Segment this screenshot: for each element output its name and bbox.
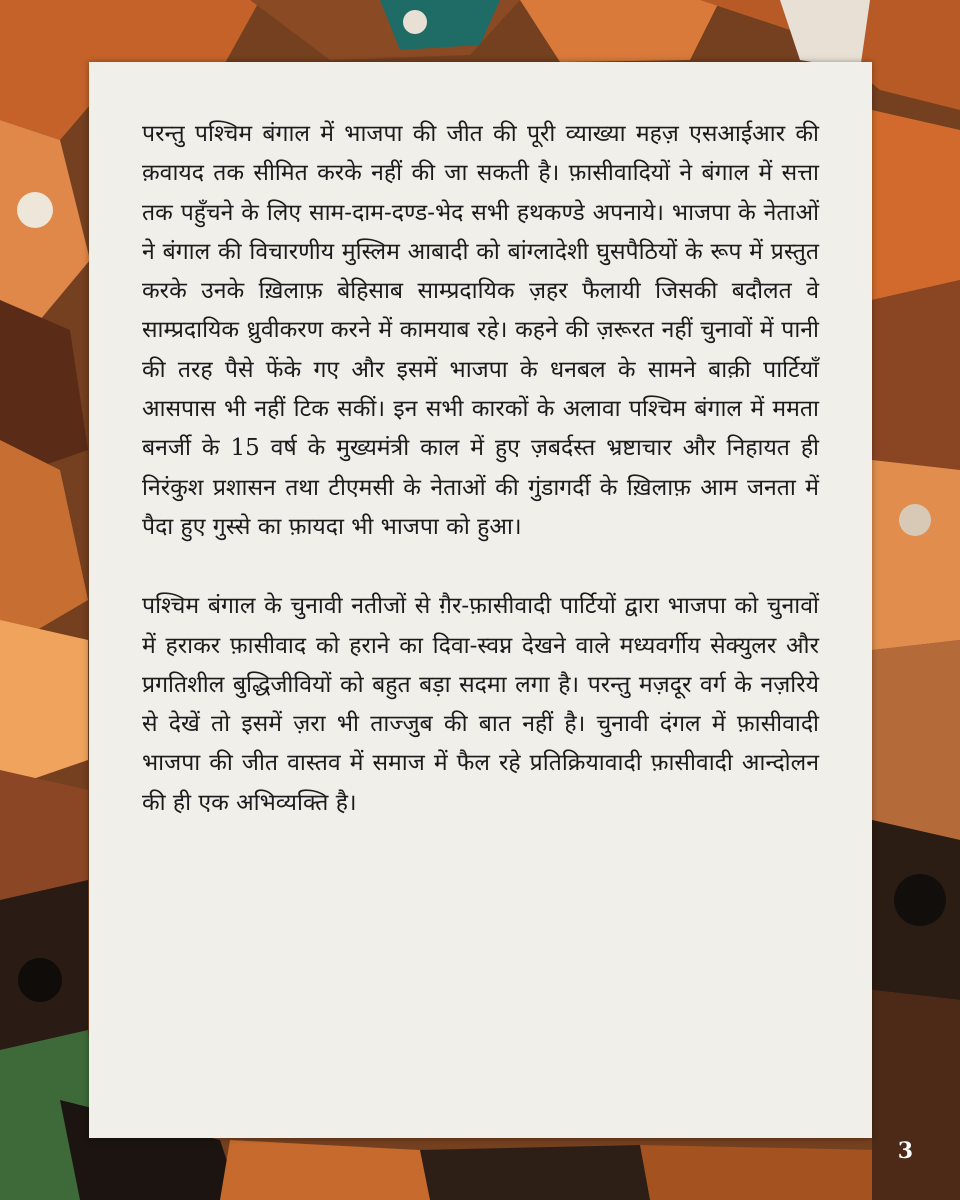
page-number: 3 [897,1138,913,1164]
article-card [89,62,872,1138]
article-paragraph-2: पश्चिम बंगाल के चुनावी नतीजों से ग़ैर-फ़ासीवादी पार्टियों द्वारा भाजपा को चुनावों में हराकर फ़ासीवाद को हराने का दिवा-स्वप्न देखने वाले मध्यवर्गीय सेक्युलर और प्रगतिशील बुद्धिजीवियों को बहुत बड़ा सदमा लगा है। परन्तु मज़दूर वर्ग के नज़रिये से देखें तो इसमें ज़रा भी ताज्जुब की बात नहीं है। चुनावी दंगल में फ़ासीवादी भाजपा की जीत वास्तव में समाज में फैल रहे प्रतिक्रियावादी फ़ासीवादी आन्दोलन की ही एक अभिव्यक्ति है। [142,593,819,816]
article-paragraph-1: परन्तु पश्चिम बंगाल में भाजपा की जीत की पूरी व्याख्या महज़ एसआईआर की क़वायद तक सीमित करके नहीं की जा सकती है। फ़ासीवादियों ने बंगाल में सत्ता तक पहुँचने के लिए साम-दाम-दण्ड-भेद सभी हथकण्डे अपनाये। भाजपा के नेताओं ने बंगाल की विचारणीय मुस्लिम आबादी को बांग्लादेशी घुसपैठियों के रूप में प्रस्तुत करके उनके ख़िलाफ़ बेहिसाब साम्प्रदायिक ज़हर फैलायी जिसकी बदौलत वे साम्प्रदायिक ध्रुवीकरण करने में कामयाब रहे। कहने की ज़रूरत नहीं चुनावों में पानी की तरह पैसे फेंके गए और इसमें भाजपा के धनबल के सामने बाक़ी पार्टियाँ आसपास भी नहीं टिक सकीं। इन सभी कारकों के अलावा पश्चिम बंगाल में ममता बनर्जी के 15 वर्ष के मुख्यमंत्री काल में हुए ज़बर्दस्त भ्रष्टाचार और निहायत ही निरंकुश प्रशासन तथा टीएमसी के नेताओं की गुंडागर्दी के ख़िलाफ़ आम जनता में पैदा हुए गुस्से का फ़ायदा भी भाजपा को हुआ। [142,121,819,540]
